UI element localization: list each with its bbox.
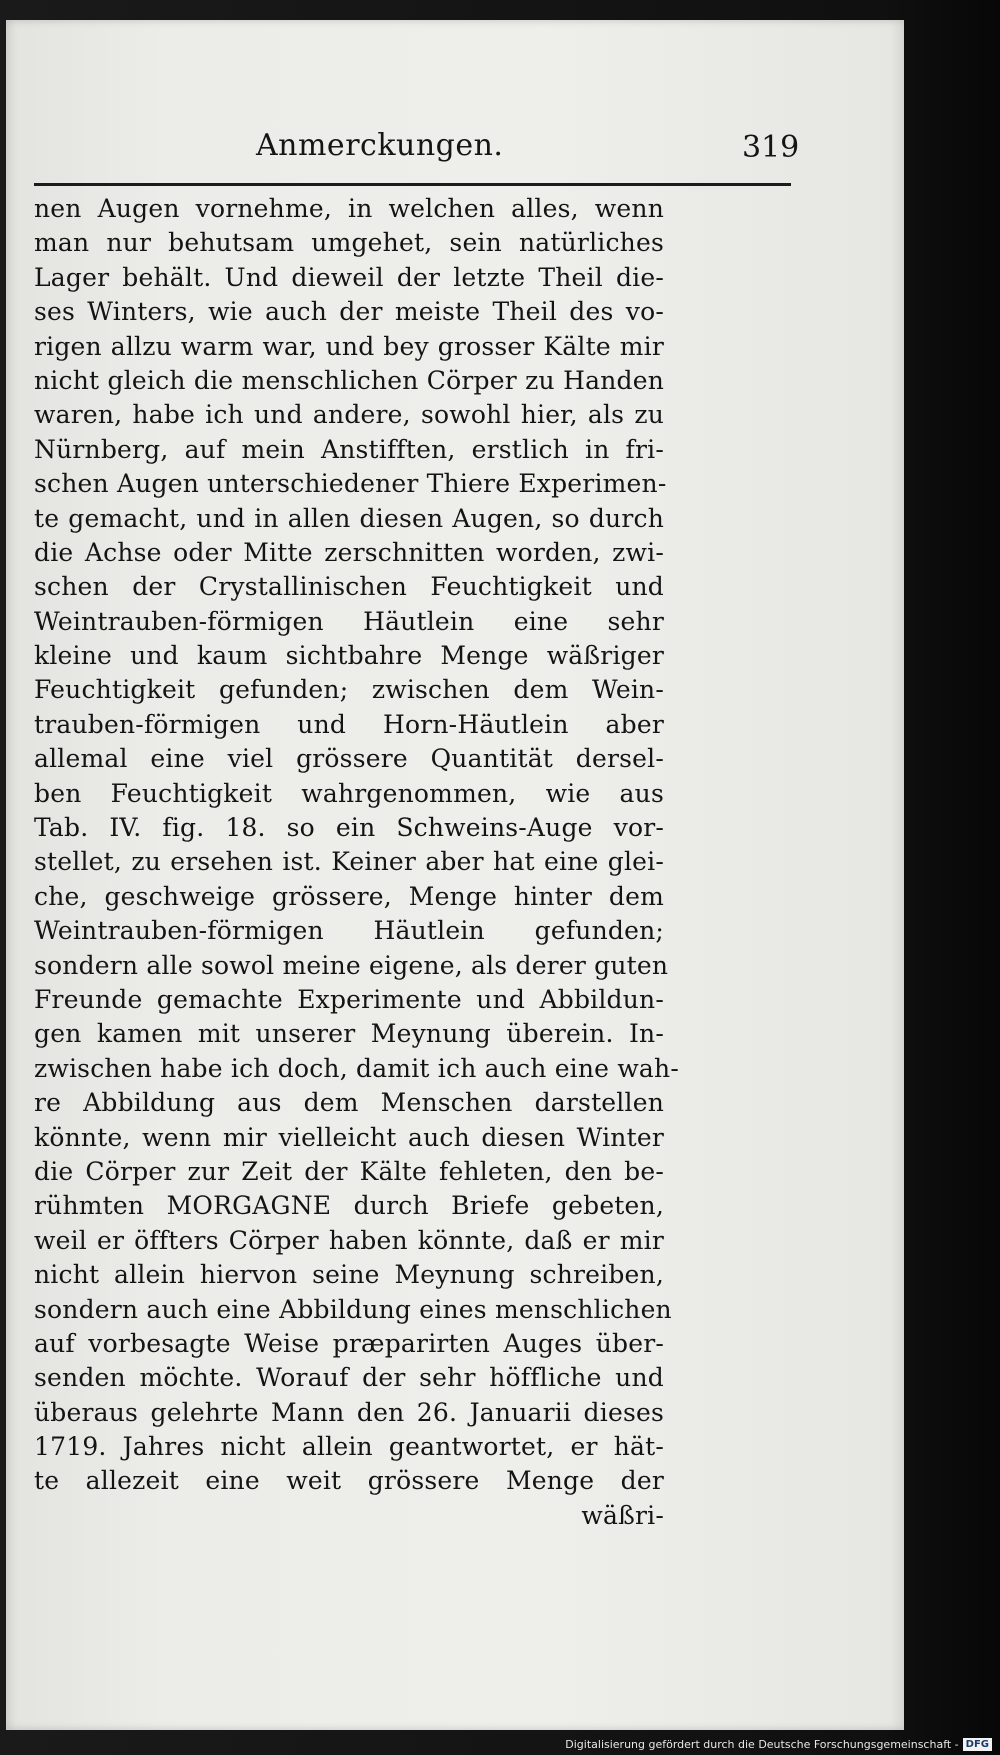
text-line: nicht allein hiervon seine Meynung schreiben, xyxy=(34,1260,664,1290)
text-line: kleine und kaum sichtbahre Menge wäßriger xyxy=(34,641,664,671)
text-line: Nürnberg, auf mein Anstifften, erstlich in fri- xyxy=(34,434,664,464)
text-line: sondern auch eine Abbildung eines menschlichen xyxy=(34,1294,672,1324)
text-line: rühmten MORGAGNE durch Briefe gebeten, xyxy=(34,1191,664,1221)
text-line: Weintrauben-förmigen Häutlein eine sehr xyxy=(34,606,664,636)
text-line: wäßri- xyxy=(581,1500,664,1530)
running-head: Anmerckungen. xyxy=(256,128,504,163)
text-line: die Achse oder Mitte zerschnitten worden, zwi- xyxy=(34,537,664,567)
text-line: trauben-förmigen und Horn-Häutlein aber xyxy=(34,709,664,739)
text-line: nen Augen vornehme, in welchen alles, wenn xyxy=(34,194,664,223)
book-page xyxy=(6,20,904,1730)
text-line: re Abbildung aus dem Menschen darstellen xyxy=(34,1088,664,1118)
digitization-credit xyxy=(565,1738,992,1751)
text-line: auf vorbesagte Weise præparirten Auges über- xyxy=(34,1328,664,1358)
page-number: 319 xyxy=(742,130,800,165)
dfg-logo: DFG xyxy=(963,1738,992,1751)
text-line: gen kamen mit unserer Meynung überein. In- xyxy=(34,1019,664,1049)
text-line: senden möchte. Worauf der sehr höffliche und xyxy=(34,1363,664,1393)
text-line: rigen allzu warm war, und bey grosser Kälte mir xyxy=(34,331,664,361)
text-line: ben Feuchtigkeit wahrgenommen, wie aus xyxy=(34,778,664,808)
text-line: waren, habe ich und andere, sowohl hier, als zu xyxy=(34,400,664,430)
text-line: man nur behutsam umgehet, sein natürliches xyxy=(34,228,664,258)
text-line: könnte, wenn mir vielleicht auch diesen Winter xyxy=(34,1122,664,1152)
text-line: Feuchtigkeit gefunden; zwischen dem Wein- xyxy=(34,675,664,705)
text-line: überaus gelehrte Mann den 26. Januarii dieses xyxy=(34,1397,664,1427)
text-line: stellet, zu ersehen ist. Keiner aber hat eine glei- xyxy=(34,847,664,877)
text-line: weil er öffters Cörper haben könnte, daß er mir xyxy=(34,1225,664,1255)
header-rule xyxy=(34,183,791,186)
text-line: Weintrauben-förmigen Häutlein gefunden; xyxy=(34,916,664,946)
text-line: 1719. Jahres nicht allein geantwortet, er hät- xyxy=(34,1432,664,1462)
text-line: Lager behält. Und dieweil der letzte Theil die- xyxy=(34,262,664,292)
credit-text: Digitalisierung gefördert durch die Deutsche Forschungsgemeinschaft - xyxy=(565,1738,959,1751)
text-line: zwischen habe ich doch, damit ich auch eine wah- xyxy=(34,1053,679,1083)
text-line: ses Winters, wie auch der meiste Theil des vo- xyxy=(34,297,664,327)
body-text xyxy=(34,192,679,1533)
text-line: nicht gleich die menschlichen Cörper zu Handen xyxy=(34,365,664,395)
text-line: Tab. IV. fig. 18. so ein Schweins-Auge vor- xyxy=(34,813,664,843)
text-line: schen der Crystallinischen Feuchtigkeit und xyxy=(34,572,664,602)
text-line: te allezeit eine weit grössere Menge der xyxy=(34,1466,664,1496)
text-line: te gemacht, und in allen diesen Augen, so durch xyxy=(34,503,664,533)
text-line: che, geschweige grössere, Menge hinter dem xyxy=(34,881,664,911)
text-line: schen Augen unterschiedener Thiere Experimen- xyxy=(34,469,667,499)
text-line: die Cörper zur Zeit der Kälte fehleten, den be- xyxy=(34,1156,664,1186)
text-line: Freunde gemachte Experimente und Abbildun- xyxy=(34,984,664,1014)
text-line: sondern alle sowol meine eigene, als derer guten xyxy=(34,950,669,980)
text-line: allemal eine viel grössere Quantität dersel- xyxy=(34,744,664,774)
